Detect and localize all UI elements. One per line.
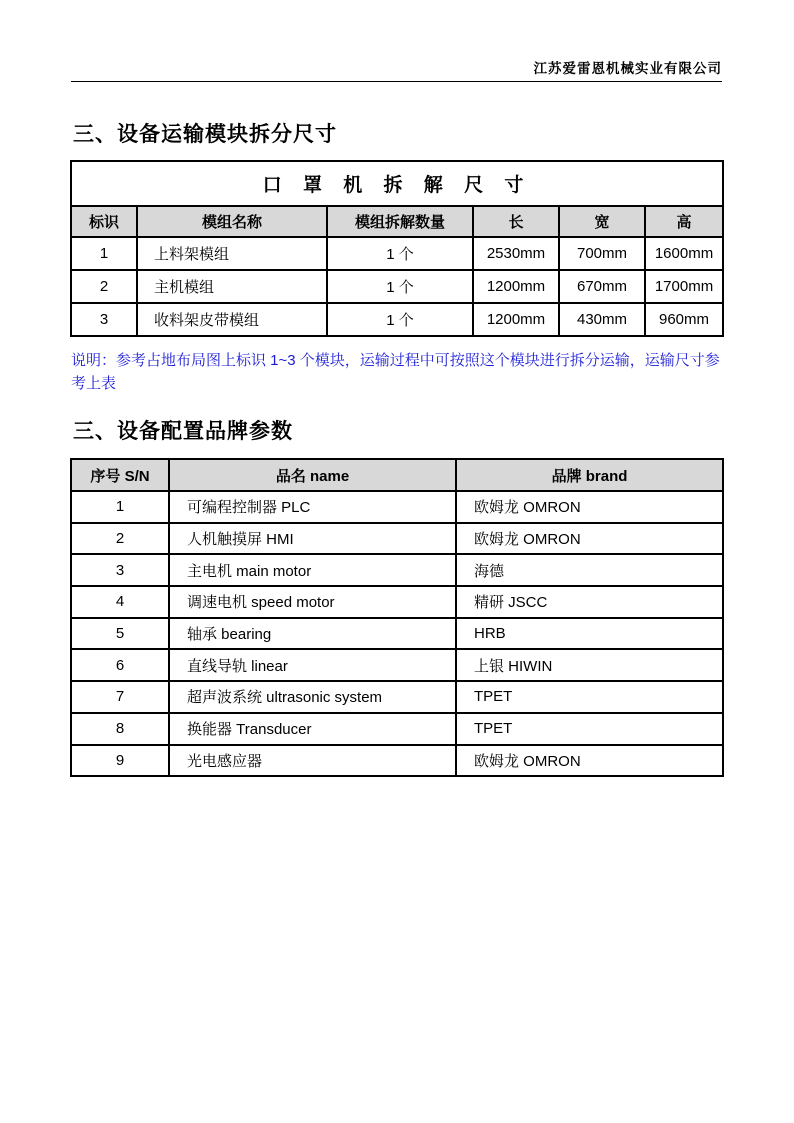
cell-height: 1600mm: [645, 237, 723, 270]
table-row: [71, 554, 723, 586]
table-title-row: [71, 161, 723, 206]
cell-sn: 7: [71, 681, 169, 713]
table-row: [71, 745, 723, 777]
brand-parameters-table: [70, 458, 724, 777]
cell-product-name: 主电机 main motor: [169, 554, 456, 586]
cell-sn: 5: [71, 618, 169, 650]
cell-brand: TPET: [456, 681, 723, 713]
cell-height: 1700mm: [645, 270, 723, 303]
cell-sn: 2: [71, 523, 169, 555]
cell-product-name: 人机触摸屏 HMI: [169, 523, 456, 555]
col-header-length: 长: [473, 206, 559, 237]
col-header-module-name: 模组名称: [137, 206, 327, 237]
cell-length: 2530mm: [473, 237, 559, 270]
cell-brand: TPET: [456, 713, 723, 745]
cell-product-name: 换能器 Transducer: [169, 713, 456, 745]
col-header-brand: 品牌 brand: [456, 459, 723, 491]
table-header-row: [71, 459, 723, 491]
disassembly-dimensions-table: [70, 160, 724, 337]
col-header-height: 高: [645, 206, 723, 237]
cell-length: 1200mm: [473, 303, 559, 336]
company-header: 江苏爱雷恩机械实业有限公司: [71, 57, 722, 82]
cell-module-name: 上料架模组: [137, 237, 327, 270]
cell-module-name: 收料架皮带模组: [137, 303, 327, 336]
table-header-row: [71, 206, 723, 237]
cell-id: 2: [71, 270, 137, 303]
col-header-width: 宽: [559, 206, 645, 237]
table-row: [71, 649, 723, 681]
cell-height: 960mm: [645, 303, 723, 336]
cell-brand: 欧姆龙 OMRON: [456, 745, 723, 777]
table-row: [71, 491, 723, 523]
table-row: [71, 523, 723, 555]
col-header-id: 标识: [71, 206, 137, 237]
col-header-sn: 序号 S/N: [71, 459, 169, 491]
section2-heading: 三、设备配置品牌参数: [73, 420, 293, 443]
cell-width: 700mm: [559, 237, 645, 270]
cell-length: 1200mm: [473, 270, 559, 303]
table-row: [71, 270, 723, 303]
cell-product-name: 超声波系统 ultrasonic system: [169, 681, 456, 713]
table-row: [71, 237, 723, 270]
cell-id: 3: [71, 303, 137, 336]
cell-product-name: 轴承 bearing: [169, 618, 456, 650]
table-row: [71, 586, 723, 618]
cell-module-name: 主机模组: [137, 270, 327, 303]
cell-quantity: 1 个: [327, 270, 473, 303]
cell-brand: 上银 HIWIN: [456, 649, 723, 681]
table-title: 口 罩 机 拆 解 尺 寸: [71, 161, 723, 206]
cell-product-name: 光电感应器: [169, 745, 456, 777]
cell-sn: 6: [71, 649, 169, 681]
cell-sn: 9: [71, 745, 169, 777]
table-row: [71, 303, 723, 336]
cell-id: 1: [71, 237, 137, 270]
cell-brand: 精研 JSCC: [456, 586, 723, 618]
cell-sn: 3: [71, 554, 169, 586]
cell-sn: 1: [71, 491, 169, 523]
section1-heading: 三、设备运输模块拆分尺寸: [73, 123, 337, 146]
cell-brand: HRB: [456, 618, 723, 650]
col-header-product-name: 品名 name: [169, 459, 456, 491]
cell-width: 670mm: [559, 270, 645, 303]
transport-note: 说明：参考占地布局图上标识 1~3 个模块，运输过程中可按照这个模块进行拆分运输，运输尺寸参考上表: [71, 352, 720, 392]
table-row: [71, 681, 723, 713]
cell-product-name: 直线导轨 linear: [169, 649, 456, 681]
table-row: [71, 713, 723, 745]
cell-product-name: 可编程控制器 PLC: [169, 491, 456, 523]
table-row: [71, 618, 723, 650]
cell-brand: 海德: [456, 554, 723, 586]
cell-sn: 4: [71, 586, 169, 618]
cell-product-name: 调速电机 speed motor: [169, 586, 456, 618]
cell-sn: 8: [71, 713, 169, 745]
cell-width: 430mm: [559, 303, 645, 336]
cell-quantity: 1 个: [327, 237, 473, 270]
cell-brand: 欧姆龙 OMRON: [456, 523, 723, 555]
cell-quantity: 1 个: [327, 303, 473, 336]
cell-brand: 欧姆龙 OMRON: [456, 491, 723, 523]
col-header-quantity: 模组拆解数量: [327, 206, 473, 237]
